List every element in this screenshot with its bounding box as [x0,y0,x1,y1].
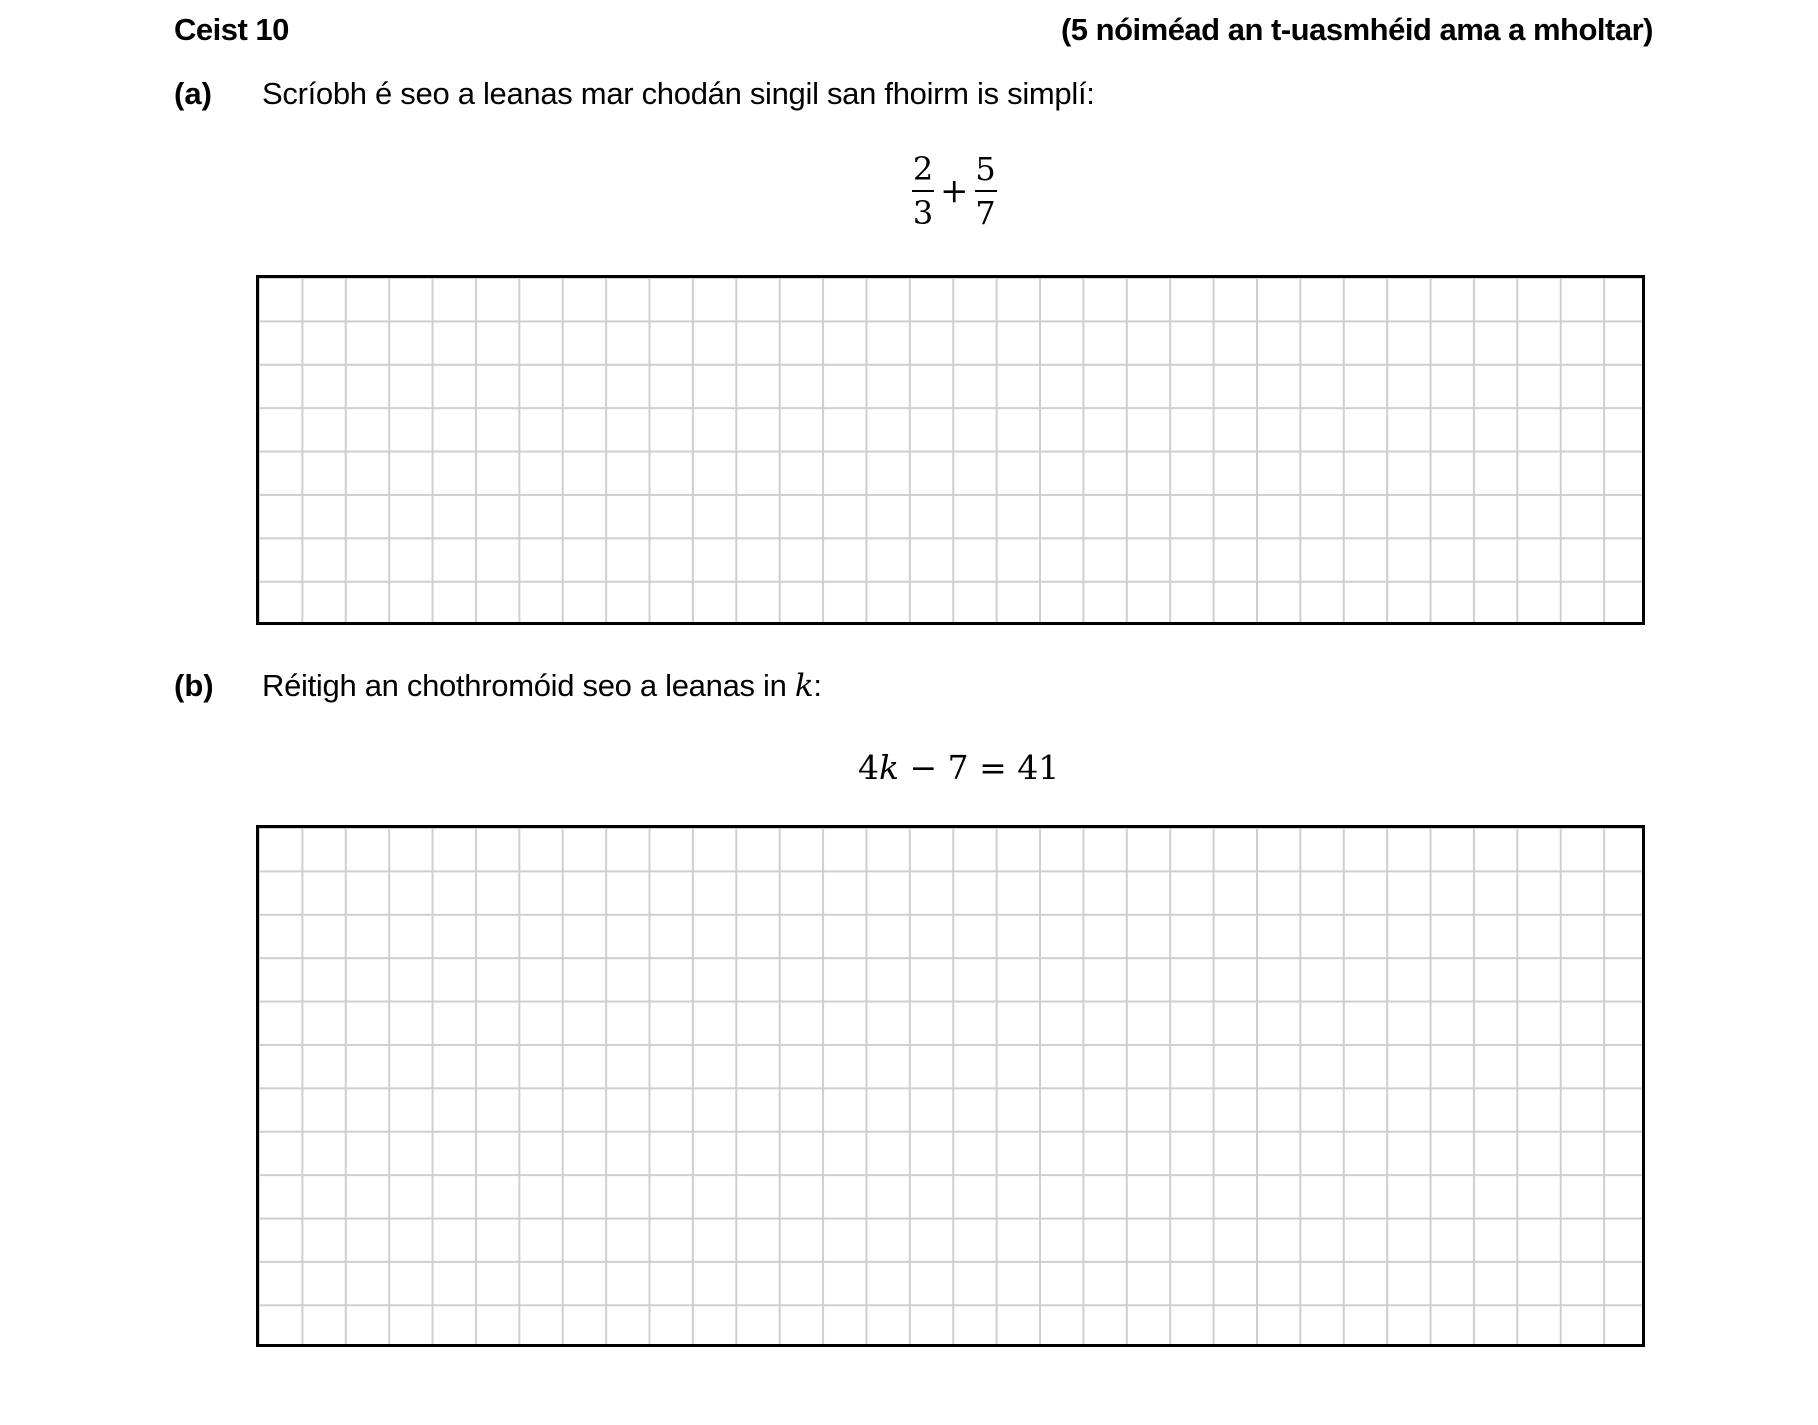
fraction-bar [975,190,997,192]
part-a-answer-grid[interactable] [256,275,1645,625]
numerator: 5 [975,150,996,188]
fraction-5-7 [975,150,997,232]
numerator: 2 [912,150,934,188]
fraction-bar [912,190,934,192]
variable-k: k [794,668,814,704]
equation-coefficient: 4 [858,748,879,787]
part-b-label: (b) [174,668,214,703]
equation-rest: − 7 = 41 [899,748,1060,787]
time-recommendation: (5 nóiméad an t-uasmhéid ama a mholtar) [1060,12,1653,47]
part-a-label: (a) [174,76,212,111]
part-b-equation [858,748,1059,787]
instruction-colon: : [813,668,822,703]
denominator: 3 [912,194,934,232]
instruction-text: Réitigh an chothromóid seo a leanas in [262,668,795,703]
question-title: Ceist 10 [174,12,289,47]
part-b-instruction [262,668,822,704]
equation-variable: k [879,748,899,787]
plus-operator: + [940,171,969,211]
part-b-answer-grid[interactable] [256,825,1645,1347]
part-a-expression [912,150,997,232]
denominator: 7 [975,194,996,232]
part-a-instruction: Scríobh é seo a leanas mar chodán singil san fhoirm is simplí: [262,76,1095,111]
fraction-2-3 [912,150,934,232]
